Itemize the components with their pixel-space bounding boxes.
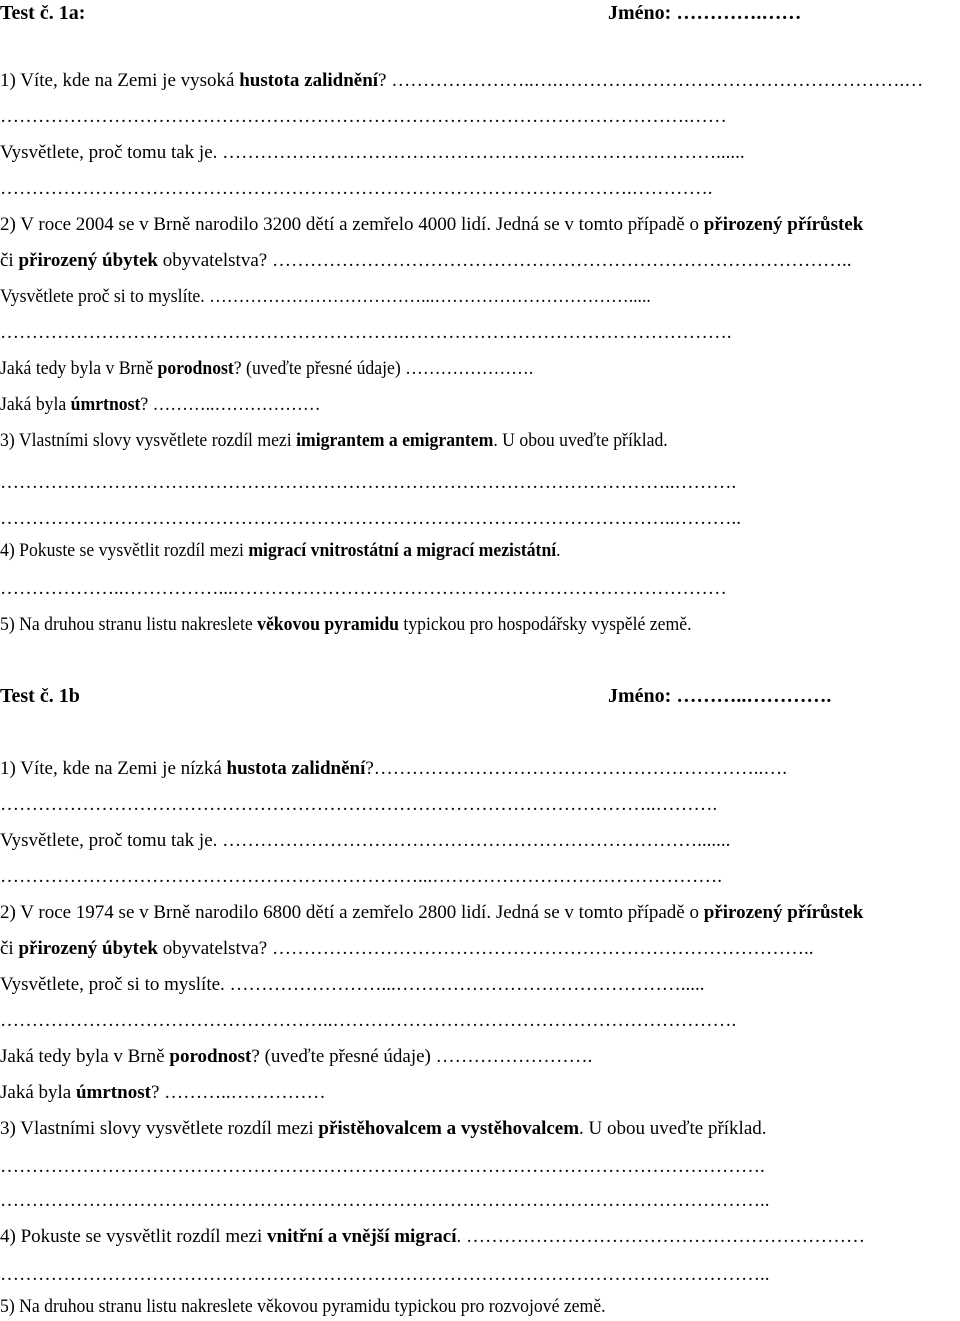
test-b-q3-pre: 3) Vlastními slovy vysvětlete rozdíl mezi — [0, 1118, 319, 1139]
test-a-name-field[interactable]: Jméno: ………….…… — [608, 2, 802, 24]
test-b-q4 — [0, 1226, 960, 1250]
test-a-q5-pre: 5) Na druhou stranu listu nakreslete — [0, 614, 258, 635]
test-b-q2-death-suffix: ? ………..…………… — [150, 1082, 326, 1103]
test-b-q1-answer-line[interactable]: …………………………………………………………………………………………..………. — [0, 794, 718, 815]
test-a-q2-birth — [0, 358, 893, 382]
test-a-q2-text: 2) V roce 2004 se v Brně narodilo 3200 dětí a zemřelo 4000 lidí. Jedná se v tomto případě o — [0, 214, 704, 235]
test-a-q3 — [0, 430, 893, 454]
test-a-q1-suffix: ? …………………..….……………………………………………….… — [378, 70, 924, 91]
test-a-q5 — [0, 614, 893, 638]
test-b-q5: 5) Na druhou stranu listu nakreslete věkovou pyramidu typickou pro rozvojové země. — [0, 1296, 606, 1317]
test-b-q3-answer-line-1[interactable]: …………………………………………………………………………………………………………. — [0, 1156, 765, 1177]
test-b-q1-answer-line-2[interactable]: …………………………………………………………...………………………………………. — [0, 866, 722, 887]
test-b-q4-pre: 4) Pokuste se vysvětlit rozdíl mezi — [0, 1226, 268, 1247]
test-b-q2-birth — [0, 1046, 960, 1070]
test-b-q3-suffix: . U obou uveďte příklad. — [579, 1118, 767, 1139]
test-a-q5-bold: věkovou pyramidu — [257, 614, 400, 635]
test-b-q2-death-bold: úmrtnost — [75, 1082, 151, 1103]
test-b-q4-suffix: . ……………………………………………………… — [456, 1226, 865, 1247]
test-b-q4-bold: vnitřní a vnější migrací — [267, 1226, 457, 1247]
test-b-q1-bold: hustota zalidnění — [226, 758, 366, 779]
test-a-q4-bold: migrací vnitrostátní a migrací mezistátní — [248, 540, 557, 561]
test-b-q2-line2-suffix: obyvatelstva? ………………………………………………………………………….. — [157, 938, 814, 959]
test-b-header — [0, 685, 960, 709]
test-a-q2-birth-pre: Jaká tedy byla v Brně — [0, 358, 158, 379]
test-a-q2-birth-suffix: ? (uveďte přesné údaje) …………………. — [233, 358, 534, 379]
test-b-q2-text: 2) V roce 1974 se v Brně narodilo 6800 dětí a zemřelo 2800 lidí. Jedná se v tomto případě o — [0, 902, 704, 923]
test-a-q2-death-suffix: ? ………..……………… — [140, 394, 321, 415]
test-a-q1-answer-line[interactable]: ……………………………………………………………………………………………….…… — [0, 106, 727, 127]
test-a-q3-answer-line-2[interactable]: ……………………………………………………………………………………………..……….. — [0, 508, 741, 529]
test-a-q2-death — [0, 394, 893, 418]
test-b-q2-line2-bold: přirozený úbytek — [18, 938, 158, 959]
test-a-q3-pre: 3) Vlastními slovy vysvětlete rozdíl mezi — [0, 430, 297, 451]
test-b-q1-prefix: 1) Víte, kde na Zemi je nízká — [0, 758, 227, 779]
test-a-title: Test č. 1a: — [0, 2, 86, 24]
test-a-q2-explain: Vysvětlete proč si to myslíte. ………………………………...……………………………..... — [0, 286, 651, 307]
test-b-q1-suffix: ?……………………………………………………..…. — [365, 758, 788, 779]
test-b-q2-answer-line[interactable]: ……………………………………………..………………………………………………………. — [0, 1010, 737, 1031]
test-b-q2-line2 — [0, 938, 960, 962]
test-b-q2-line1 — [0, 902, 960, 926]
test-b-q4-answer-line[interactable]: ………………………………………………………………………………………………………….. — [0, 1264, 770, 1285]
test-b-q3-answer-line-2[interactable]: ………………………………………………………………………………………………………….. — [0, 1190, 770, 1211]
test-a-q2-line2 — [0, 250, 960, 274]
test-a-q2-answer-line[interactable]: ……………………………………………………….……………………………………………. — [0, 322, 732, 343]
test-a-q4-suffix: . — [556, 540, 561, 561]
test-b-q2-bold: přirozený přírůstek — [703, 902, 864, 923]
test-b-q1 — [0, 758, 960, 782]
test-a-q2-line1 — [0, 214, 960, 238]
test-a-q2-bold: přirozený přírůstek — [703, 214, 864, 235]
test-a-q2-line2-suffix: obyvatelstva? ……………………………………………………………………………….. — [157, 250, 852, 271]
test-b-q2-birth-suffix: ? (uveďte přesné údaje) ……………………. — [251, 1046, 593, 1067]
test-b-q3 — [0, 1118, 960, 1142]
test-a-q2-line2-bold: přirozený úbytek — [18, 250, 158, 271]
test-b-q3-bold: přistěhovalcem a vystěhovalcem — [318, 1118, 580, 1139]
test-a-q3-suffix: . U obou uveďte příklad. — [493, 430, 668, 451]
test-a-q2-birth-bold: porodnost — [157, 358, 234, 379]
test-a-q4-pre: 4) Pokuste se vysvětlit rozdíl mezi — [0, 540, 249, 561]
test-b-q1-explain: Vysvětlete, proč tomu tak je. …………………………………………………………………....... — [0, 830, 731, 851]
test-a-q2-death-bold: úmrtnost — [70, 394, 141, 415]
test-a-q5-suffix: typickou pro hospodářsky vyspělé země. — [399, 614, 692, 635]
test-a-header — [0, 2, 960, 26]
test-a-q1 — [0, 70, 960, 94]
test-b-name-field[interactable]: Jméno: ………..…………. — [608, 685, 832, 707]
test-a-q1-answer-line-2[interactable]: ……………………………………………………………………………………….…………. — [0, 178, 713, 199]
test-a-q4 — [0, 540, 893, 564]
test-b-q2-birth-pre: Jaká tedy byla v Brně — [0, 1046, 170, 1067]
test-a-q1-explain: Vysvětlete, proč tomu tak je. ……………………………………………………………………...... — [0, 142, 745, 163]
test-b-title: Test č. 1b — [0, 685, 80, 707]
test-a-q1-bold: hustota zalidnění — [239, 70, 379, 91]
test-a-q3-answer-line-1[interactable]: ……………………………………………………………………………………………..………. — [0, 472, 737, 493]
test-a-q4-answer-line[interactable]: ………………..……………...…………………………………………………………………… — [0, 578, 727, 599]
test-b-q2-line2-pre: či — [0, 938, 19, 959]
test-a-q2-line2-pre: či — [0, 250, 19, 271]
test-b-q2-explain: Vysvětlete, proč si to myslíte. ……………………...………………………………………..... — [0, 974, 705, 995]
test-a-q2-death-pre: Jaká byla — [0, 394, 71, 415]
test-a-q1-prefix: 1) Víte, kde na Zemi je vysoká — [0, 70, 240, 91]
test-a-q3-bold: imigrantem a emigrantem — [296, 430, 494, 451]
test-b-q2-death-pre: Jaká byla — [0, 1082, 76, 1103]
test-b-q2-birth-bold: porodnost — [169, 1046, 252, 1067]
test-b-q2-death — [0, 1082, 960, 1106]
